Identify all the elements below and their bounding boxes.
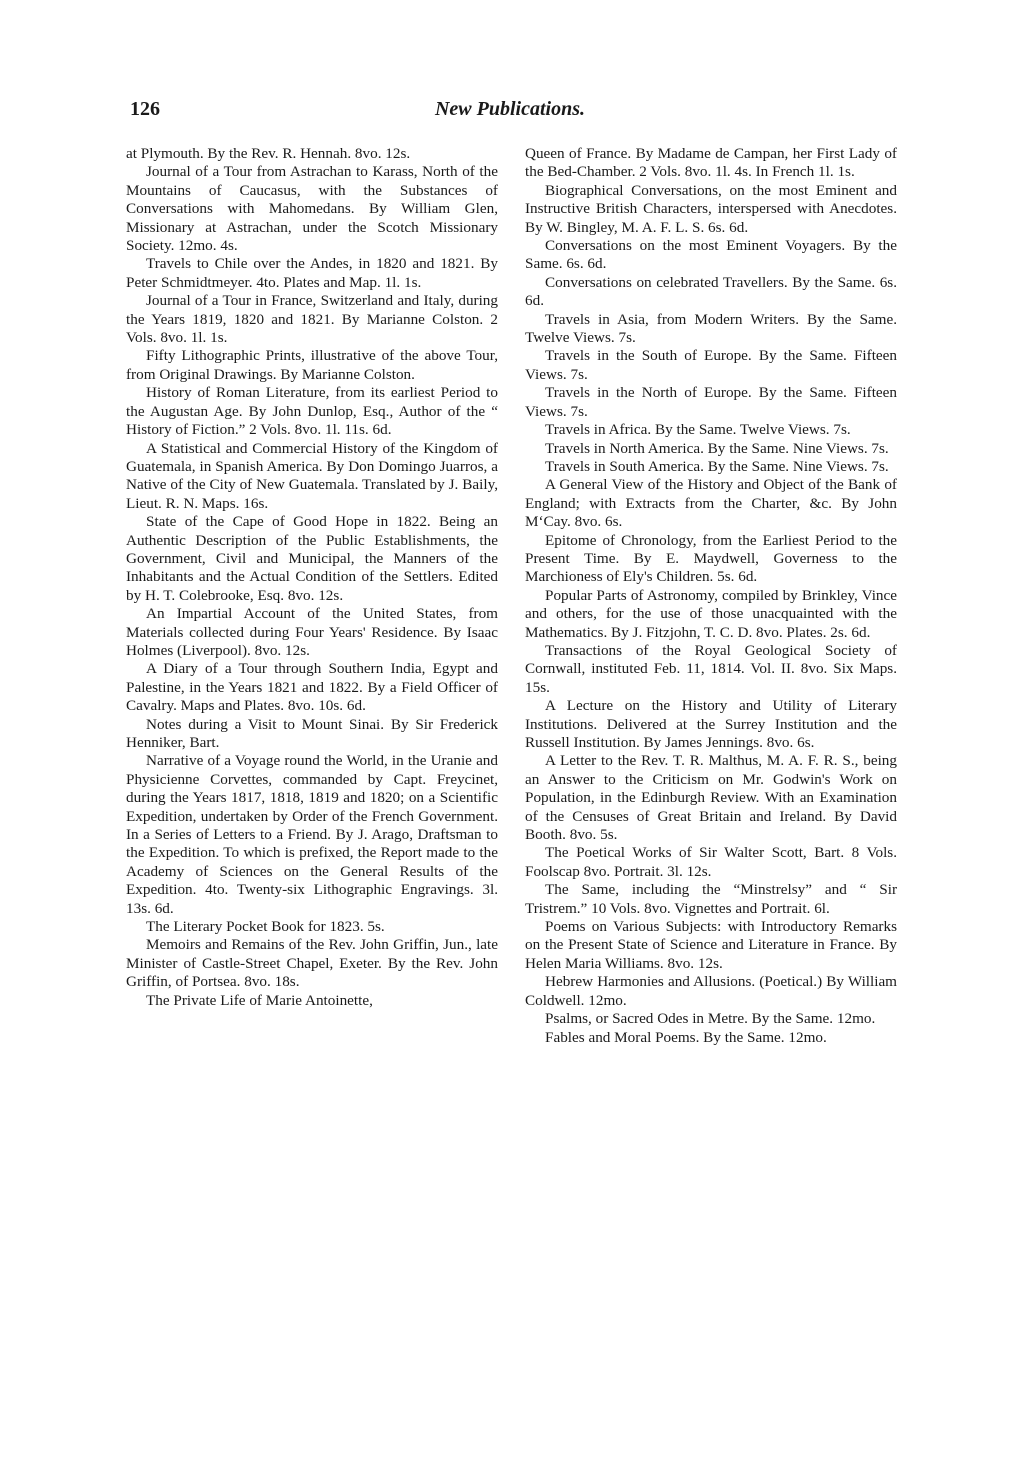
listing-entry: Conversations on celebrated Travellers. By the Same. 6s. 6d.: [525, 273, 897, 310]
listing-entry: Memoirs and Remains of the Rev. John Griffin, Jun., late Minister of Castle-Street Chapel, Exeter. By the Rev. John Griffin, of Portsea. 8vo. 18s.: [126, 936, 498, 991]
listing-entry: Travels in the North of Europe. By the Same. Fifteen Views. 7s.: [525, 384, 897, 420]
page-number: 126: [130, 98, 160, 120]
listing-entry: Travels in North America. By the Same. Nine Views. 7s.: [545, 439, 889, 457]
listing-entry: Journal of a Tour in France, Switzerland and Italy, during the Years 1819, 1820 and 1821. By Marianne Colston. 2 Vols. 8vo. 1l. 1s.: [126, 292, 498, 347]
listing-entry: Travels in South America. By the Same. Nine Views. 7s.: [545, 457, 889, 475]
listing-entry: Psalms, or Sacred Odes in Metre. By the Same. 12mo.: [545, 1010, 876, 1028]
listing-entry: Biographical Conversations, on the most Eminent and Instructive British Characters, interspersed with Anecdotes. By W. Bingley, M. A. F. L. S. 6s. 6d.: [525, 181, 897, 236]
listing-entry: Hebrew Harmonies and Allusions. (Poetical.) By William Coldwell. 12mo.: [525, 973, 897, 1009]
listing-entry: Journal of a Tour from Astrachan to Karass, North of the Mountains of Caucasus, with the Substances of Conversations with Mahomedans. By William Glen, Missionary at Astrachan, under the Scotch Missionary Society. 12mo. 4s.: [126, 163, 498, 255]
page-header: [130, 98, 890, 128]
listing-entry: A Lecture on the History and Utility of Literary Institutions. Delivered at the Surrey Institution and the Russell Institution. By James Jennings. 8vo. 6s.: [525, 697, 897, 751]
listing-entry: Popular Parts of Astronomy, compiled by Brinkley, Vince and others, for the use of those unacquainted with the Mathematics. By J. Fitzjohn, T. C. D. 8vo. Plates. 2s. 6d.: [525, 586, 897, 641]
listing-entry: The Poetical Works of Sir Walter Scott, Bart. 8 Vols. Foolscap 8vo. Portrait. 3l. 12s.: [525, 844, 897, 880]
listing-entry: Poems on Various Subjects: with Introductory Remarks on the Present State of Science and Literature in France. By Helen Maria Williams. 8vo. 12s.: [525, 918, 897, 972]
listing-entry: An Impartial Account of the United States, from Materials collected during Four Years' Residence. By Isaac Holmes (Liverpool). 8vo. 12s.: [126, 605, 498, 659]
listing-entry: A Statistical and Commercial History of the Kingdom of Guatemala, in Spanish America. By Don Domingo Juarros, a Native of the City of New Guatemala. Translated by J. Baily, Lieut. R. N. Maps. 16s.: [126, 439, 498, 512]
listing-entry: A Letter to the Rev. T. R. Malthus, M. A. F. R. S., being an Answer to the Criticism on Mr. Godwin's Work on Population, in the Edinburgh Review. With an Examination of the Censuses of Great Britain and Ireland. By David Booth. 8vo. 5s.: [525, 752, 897, 844]
listing-entry: The Literary Pocket Book for 1823. 5s.: [146, 918, 385, 936]
listing-entry: History of Roman Literature, from its earliest Period to the Augustan Age. By John Dunlop, Esq., Author of the “ History of Fiction.” 2 Vols. 8vo. 1l. 11s. 6d.: [126, 384, 498, 439]
listing-entry: A General View of the History and Object of the Bank of England; with Extracts from the Charter, &c. By John M‘Cay. 8vo. 6s.: [525, 476, 897, 531]
listing-entry: at Plymouth. By the Rev. R. Hennah. 8vo. 12s.: [126, 145, 411, 162]
listing-entry: Notes during a Visit to Mount Sinai. By Sir Frederick Henniker, Bart.: [126, 715, 498, 751]
listing-entry: Travels in the South of Europe. By the Same. Fifteen Views. 7s.: [525, 347, 897, 383]
listing-entry: Fifty Lithographic Prints, illustrative of the above Tour, from Original Drawings. By Marianne Colston.: [126, 347, 498, 383]
listing-entry: The Same, including the “Minstrelsy” and “ Sir Tristrem.” 10 Vols. 8vo. Vignettes and Portrait. 6l.: [525, 881, 897, 917]
listing-entry: Narrative of a Voyage round the World, in the Uranie and Physicienne Corvettes, commanded by Capt. Freycinet, during the Years 1817, 1818, 1819 and 1820; on a Scientific Expedition, undertaken by Order of the French Government. In a Series of Letters to a Friend. By J. Arago, Draftsman to the Expedition. To which is prefixed, the Report made to the Academy of Sciences on the General Results of the Expedition. 4to. Twenty-six Lithographic Engravings. 3l. 13s. 6d.: [126, 752, 498, 917]
listing-entry: Travels in Africa. By the Same. Twelve Views. 7s.: [545, 421, 851, 439]
listing-entry: Transactions of the Royal Geological Society of Cornwall, instituted Feb. 11, 1814. Vol. II. 8vo. Six Maps. 15s.: [525, 641, 897, 696]
running-head: New Publications.: [434, 98, 585, 120]
listing-entry: Epitome of Chronology, from the Earliest Period to the Present Time. By E. Maydwell, Governess to the Marchioness of Ely's Children. 5s. 6d.: [525, 531, 897, 586]
listing-entry: Fables and Moral Poems. By the Same. 12mo.: [545, 1028, 827, 1046]
listing-entry: A Diary of a Tour through Southern India, Egypt and Palestine, in the Years 1821 and 1822. By a Field Officer of Cavalry. Maps and Plates. 8vo. 10s. 6d.: [126, 660, 498, 715]
listing-entry: Conversations on the most Eminent Voyagers. By the Same. 6s. 6d.: [525, 237, 897, 273]
left-column: [126, 145, 498, 1010]
listing-entry: Queen of France. By Madame de Campan, her First Lady of the Bed-Chamber. 2 Vols. 8vo. 1l. 4s. In French 1l. 1s.: [525, 145, 897, 181]
listing-entry: Travels to Chile over the Andes, in 1820 and 1821. By Peter Schmidtmeyer. 4to. Plates and Map. 1l. 1s.: [126, 255, 498, 291]
listing-entry: State of the Cape of Good Hope in 1822. Being an Authentic Description of the Public Establishments, the Government, Civil and Municipal, the Manners of the Inhabitants and the Actual Condition of the Settlers. Edited by H. T. Colebrooke, Esq. 8vo. 12s.: [126, 513, 498, 604]
listing-entry: The Private Life of Marie Antoinette,: [146, 991, 373, 1009]
listing-entry: Travels in Asia, from Modern Writers. By the Same. Twelve Views. 7s.: [525, 310, 897, 347]
right-column: [525, 145, 897, 1047]
